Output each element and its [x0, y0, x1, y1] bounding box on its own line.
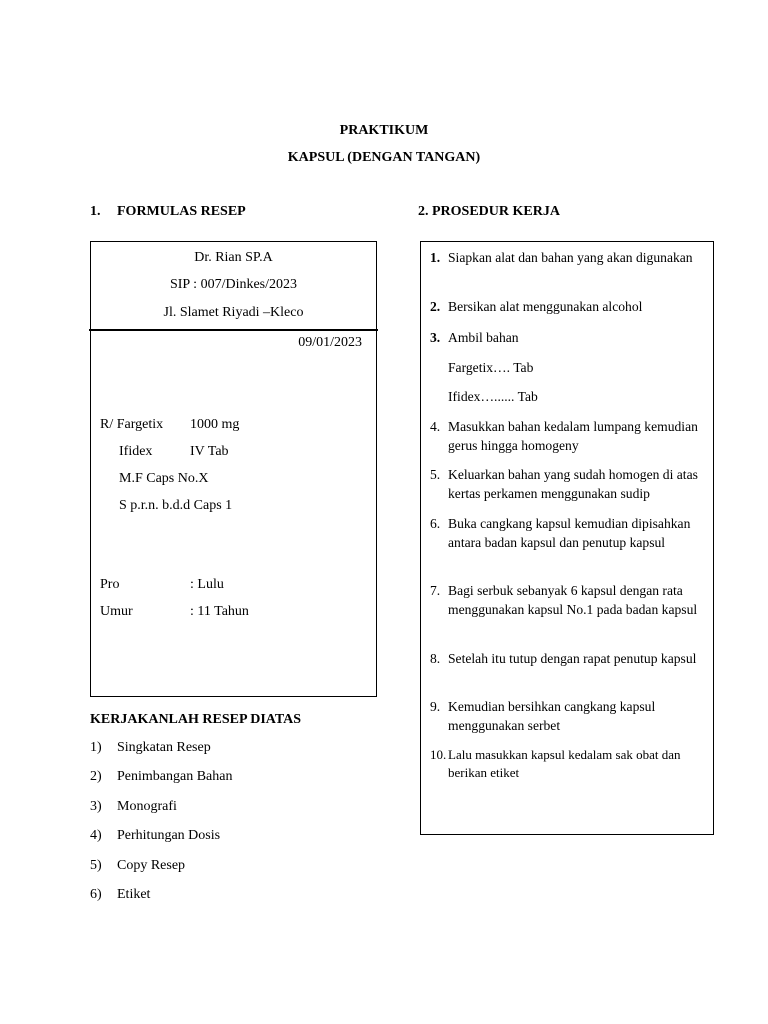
step-number: 7.: [430, 583, 441, 598]
step-text: Fargetix…. Tab: [448, 360, 534, 375]
step-text: Ifidex…...... Tab: [448, 389, 538, 404]
step-number: 8.: [430, 651, 441, 666]
list-item-number: 1): [90, 740, 102, 755]
step-text: Bersikan alat menggunakan alcohol: [448, 299, 643, 314]
step-number: 3.: [430, 330, 441, 345]
step-number: 2.: [430, 299, 441, 314]
recipe-item2-name: Ifidex: [119, 444, 153, 459]
page-title: PRAKTIKUM: [339, 123, 429, 138]
procedure-box: [420, 241, 714, 835]
recipe-mf: M.F Caps No.X: [119, 471, 209, 486]
patient-pro-value: : Lulu: [190, 577, 224, 592]
step-text: [430, 746, 714, 782]
list-item-text: Penimbangan Bahan: [117, 769, 233, 784]
patient-pro-label: Pro: [100, 577, 120, 592]
step-number: 5.: [430, 467, 441, 482]
step-text: Kemudian bersihkan cangkang kapsul menggunakan serbet: [448, 699, 656, 733]
list-item-number: 3): [90, 799, 102, 814]
list-item-text: Copy Resep: [117, 858, 186, 873]
list-item-number: 5): [90, 858, 102, 873]
list-item-number: 2): [90, 769, 102, 784]
list-item-number: 4): [90, 828, 102, 843]
step-text: Keluarkan bahan yang sudah homogen di atas kertas perkamen menggunakan sudip: [448, 467, 698, 501]
step-text: Masukkan bahan kedalam lumpang kemudian gerus hingga homogeny: [448, 419, 698, 453]
step-number: 4.: [430, 419, 441, 434]
section2-heading: 2. PROSEDUR KERJA: [418, 204, 560, 219]
step-number: 10.: [430, 747, 447, 762]
step-text: Bagi serbuk sebanyak 6 kapsul dengan rata menggunakan kapsul No.1 pada badan kapsul: [448, 583, 698, 617]
patient-umur-label: Umur: [100, 604, 133, 619]
tasks-heading: KERJAKANLAH RESEP DIATAS: [90, 712, 302, 727]
recipe-item2-qty: IV Tab: [190, 444, 229, 459]
step-text-content: Lalu masukkan kapsul kedalam sak obat dan berikan etiket: [448, 747, 681, 780]
sip-number: SIP : 007/Dinkes/2023: [169, 277, 298, 292]
doctor-name: Dr. Rian SP.A: [194, 250, 273, 265]
step-text: Setelah itu tutup dengan rapat penutup kapsul: [448, 651, 697, 666]
recipe-signa: S p.r.n. b.d.d Caps 1: [119, 498, 233, 513]
section1-heading: FORMULAS RESEP: [117, 204, 246, 219]
list-item-text: Monografi: [117, 799, 177, 814]
prescription-date: 09/01/2023: [298, 335, 362, 350]
step-text: Ambil bahan: [448, 330, 519, 345]
list-item-number: 6): [90, 887, 102, 902]
doctor-address: Jl. Slamet Riyadi –Kleco: [163, 305, 304, 320]
recipe-r-qty: 1000 mg: [190, 417, 240, 432]
list-item-text: Etiket: [117, 887, 151, 902]
prescription-box: [90, 241, 377, 697]
step-number: 6.: [430, 516, 441, 531]
step-text: Siapkan alat dan bahan yang akan digunakan: [448, 250, 693, 265]
section1-number: 1.: [90, 204, 101, 219]
step-number: 1.: [430, 250, 441, 265]
page-subtitle: KAPSUL (DENGAN TANGAN): [287, 150, 481, 165]
header-divider: [89, 329, 378, 331]
step-text: Buka cangkang kapsul kemudian dipisahkan antara badan kapsul dan penutup kapsul: [448, 516, 691, 550]
recipe-r-label: R/ Fargetix: [100, 417, 164, 432]
list-item-text: Singkatan Resep: [117, 740, 211, 755]
step-number: 9.: [430, 699, 441, 714]
list-item-text: Perhitungan Dosis: [117, 828, 221, 843]
patient-umur-value: : 11 Tahun: [190, 604, 249, 619]
